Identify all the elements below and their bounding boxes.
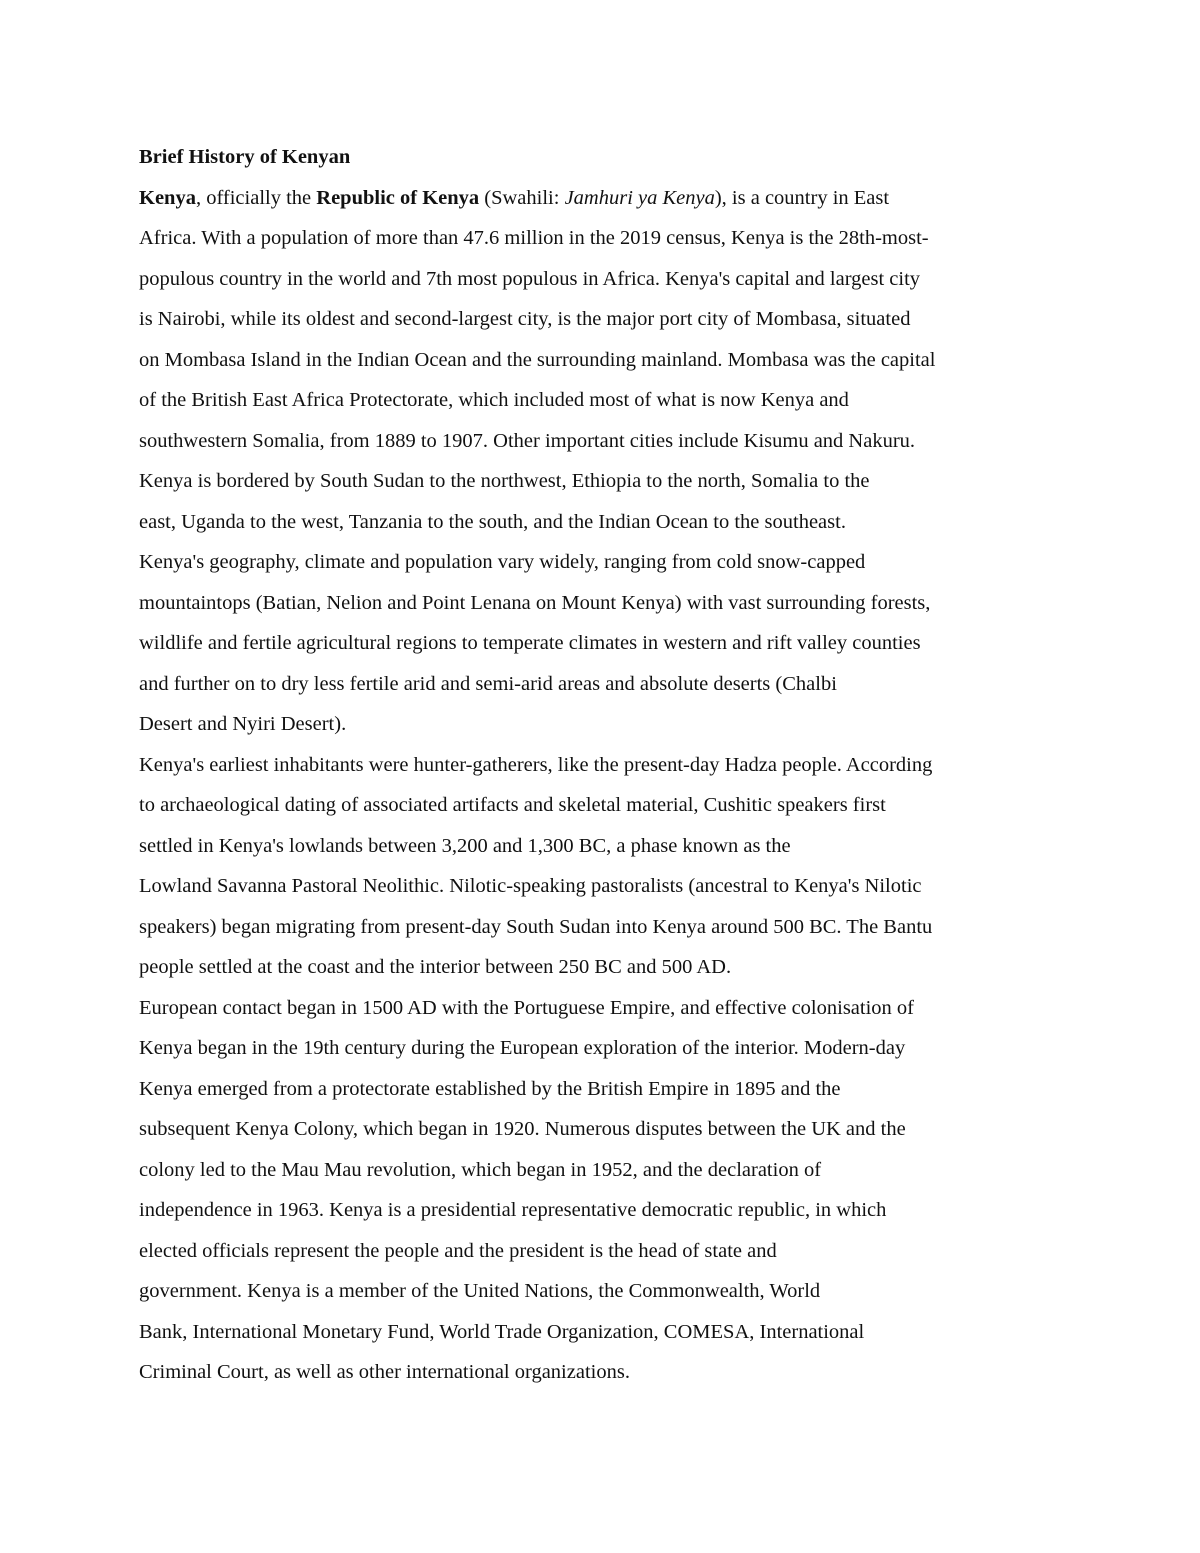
paragraph-line: Kenya's earliest inhabitants were hunter-gatherers, like the present-day Hadza people. According xyxy=(139,753,933,776)
paragraph-line xyxy=(139,178,1069,219)
text-run: , officially the xyxy=(195,186,317,209)
paragraph-line: Kenya began in the 19th century during the European exploration of the interior. Modern-day xyxy=(139,1037,906,1059)
paragraph-line: populous country in the world and 7th most populous in Africa. Kenya's capital and largest city xyxy=(139,267,921,290)
paragraph-line: and further on to dry less fertile arid and semi-arid areas and absolute deserts (Chalbi xyxy=(139,672,837,695)
paragraph-colonial-history xyxy=(139,988,1069,1393)
italic-term-swahili-name: Jamhuri ya Kenya xyxy=(564,186,715,209)
paragraph-line: colony led to the Mau Mau revolution, which began in 1952, and the declaration of xyxy=(139,1158,822,1181)
paragraph-line: subsequent Kenya Colony, which began in 1920. Numerous disputes between the UK and the xyxy=(139,1118,906,1140)
paragraph-line: European contact began in 1500 AD with the Portuguese Empire, and effective colonisation of xyxy=(139,996,914,1019)
paragraph-line: Kenya's geography, climate and population vary widely, ranging from cold snow-capped xyxy=(139,551,866,573)
paragraph-line: government. Kenya is a member of the United Nations, the Commonwealth, World xyxy=(139,1280,821,1302)
paragraph-line: Bank, International Monetary Fund, World Trade Organization, COMESA, International xyxy=(139,1320,865,1343)
document-body xyxy=(139,137,1069,1393)
paragraph-line: Lowland Savanna Pastoral Neolithic. Nilotic-speaking pastoralists (ancestral to Kenya's Nilotic xyxy=(139,875,922,897)
paragraph-line: Criminal Court, as well as other international organizations. xyxy=(139,1361,630,1383)
paragraph-introduction xyxy=(139,178,1069,745)
paragraph-line: southwestern Somalia, from 1889 to 1907. Other important cities include Kisumu and Nakuru. xyxy=(139,429,916,452)
paragraph-line: on Mombasa Island in the Indian Ocean and the surrounding mainland. Mombasa was the capital xyxy=(139,348,936,371)
paragraph-line: people settled at the coast and the interior between 250 BC and 500 AD. xyxy=(139,956,732,978)
paragraph-line: settled in Kenya's lowlands between 3,200 and 1,300 BC, a phase known as the xyxy=(139,834,791,857)
document-title: Brief History of Kenyan xyxy=(139,146,351,168)
paragraph-line: speakers) began migrating from present-day South Sudan into Kenya around 500 BC. The Bantu xyxy=(139,915,933,938)
paragraph-early-history xyxy=(139,745,1069,988)
paragraph-line: of the British East Africa Protectorate, which included most of what is now Kenya and xyxy=(139,389,849,411)
paragraph-line: east, Uganda to the west, Tanzania to the south, and the Indian Ocean to the southeast. xyxy=(139,510,846,533)
paragraph-line: Kenya emerged from a protectorate established by the British Empire in 1895 and the xyxy=(139,1077,841,1100)
paragraph-line: mountaintops (Batian, Nelion and Point Lenana on Mount Kenya) with vast surrounding forests, xyxy=(139,591,931,614)
text-run: (Swahili: xyxy=(479,186,565,209)
paragraph-line: Africa. With a population of more than 47.6 million in the 2019 census, Kenya is the 28th-most- xyxy=(139,227,929,249)
paragraph-line: independence in 1963. Kenya is a presidential representative democratic republic, in which xyxy=(139,1199,887,1221)
bold-term-republic-of-kenya: Republic of Kenya xyxy=(316,186,480,209)
paragraph-line: elected officials represent the people and the president is the head of state and xyxy=(139,1239,777,1262)
bold-term-kenya: Kenya xyxy=(139,186,196,209)
paragraph-line: to archaeological dating of associated artifacts and skeletal material, Cushitic speakers first xyxy=(139,794,886,816)
paragraph-line: Kenya is bordered by South Sudan to the northwest, Ethiopia to the north, Somalia to the xyxy=(139,470,870,492)
paragraph-line: Desert and Nyiri Desert). xyxy=(139,713,347,735)
text-run: ), is a country in East xyxy=(714,186,890,209)
paragraph-line: wildlife and fertile agricultural regions to temperate climates in western and rift valley counties xyxy=(139,632,921,654)
paragraph-line: is Nairobi, while its oldest and second-largest city, is the major port city of Mombasa, situated xyxy=(139,308,911,330)
